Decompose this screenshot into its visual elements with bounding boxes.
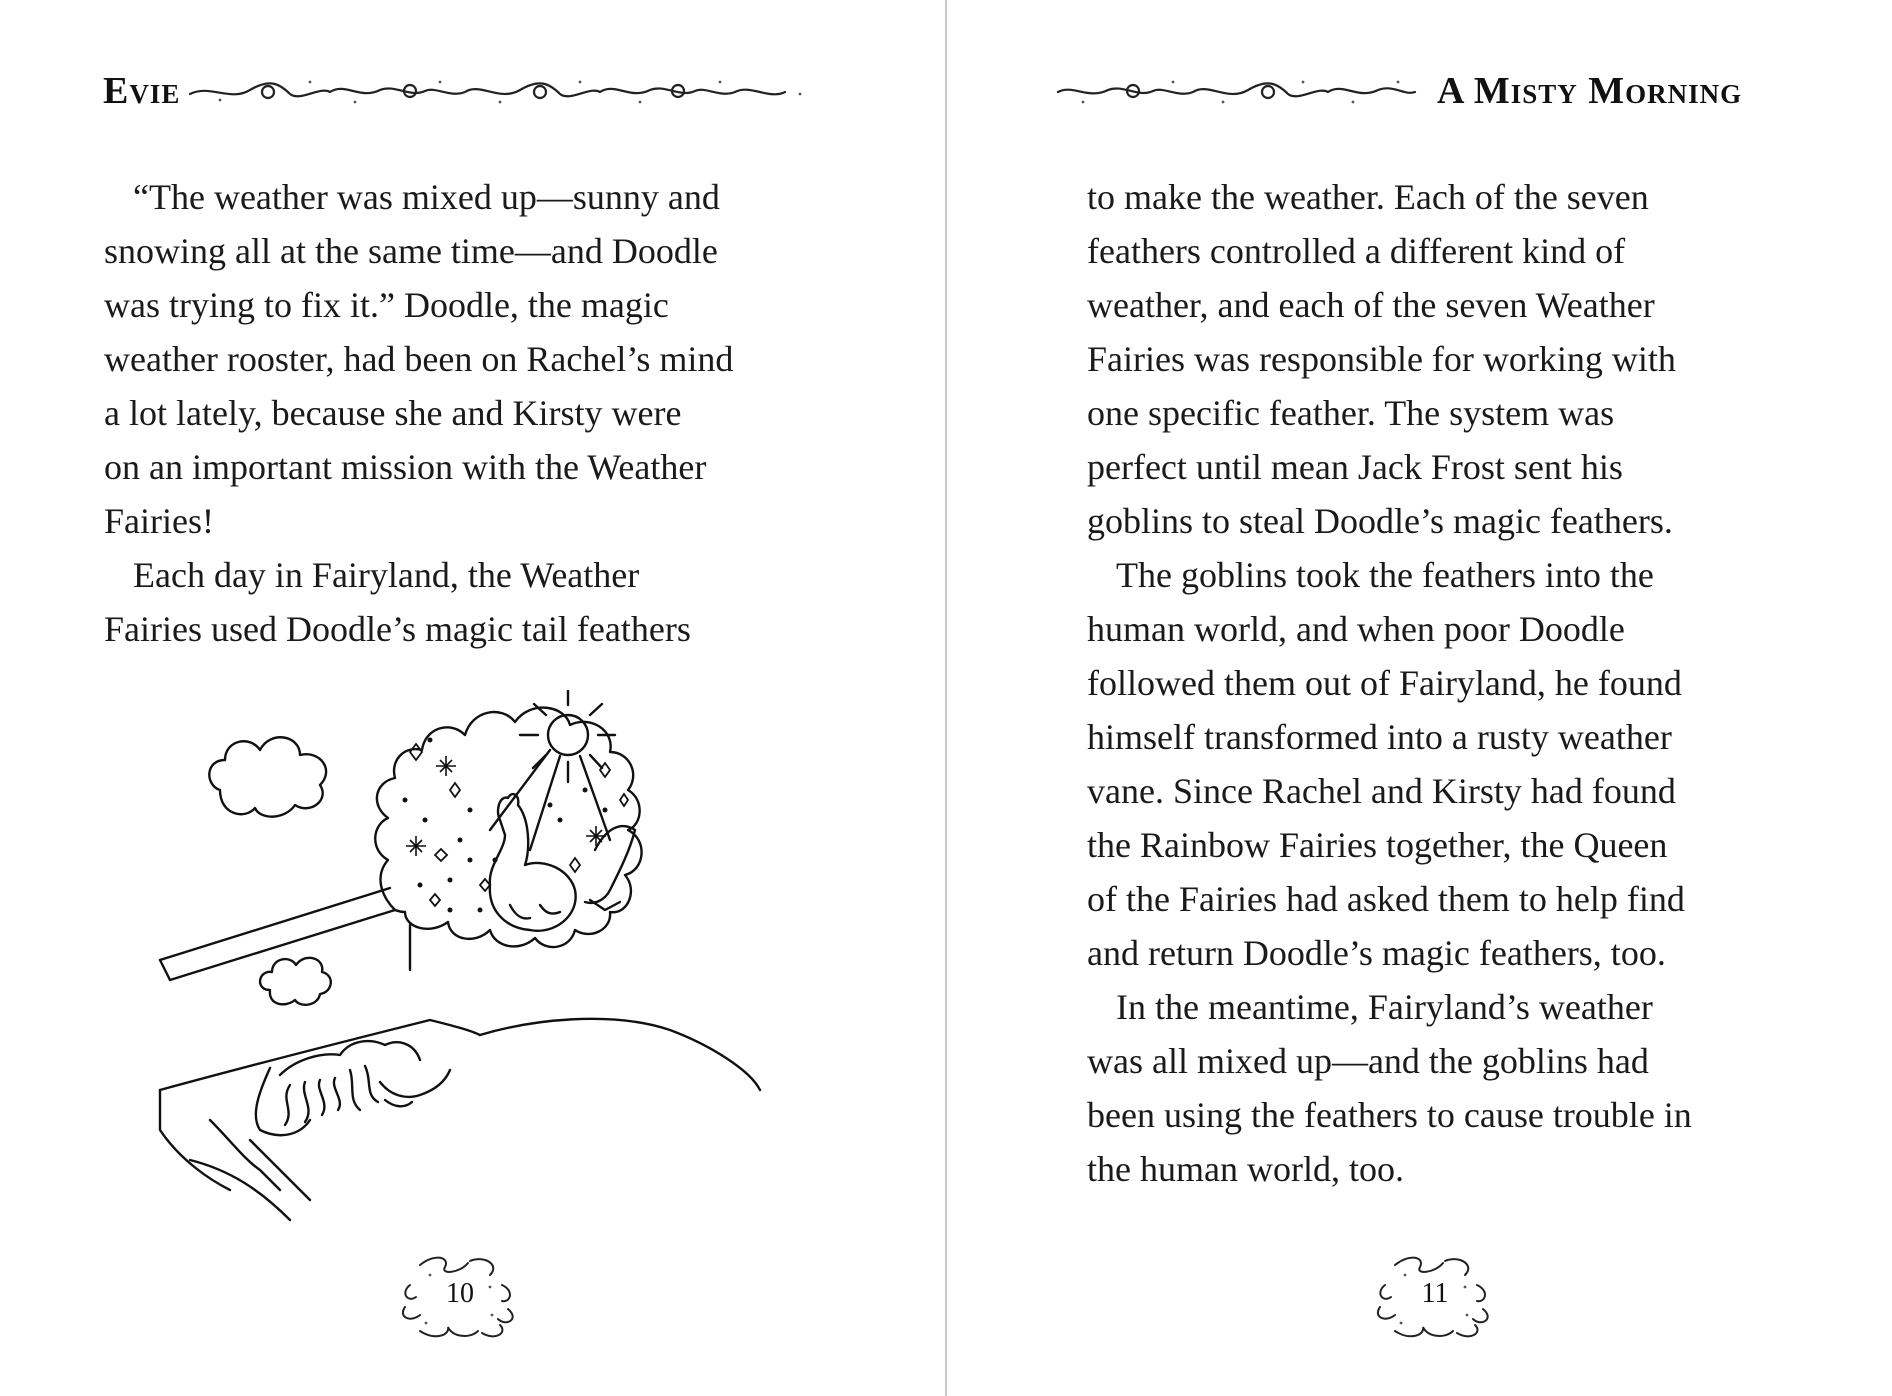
page-number: 11: [1421, 1278, 1449, 1309]
paragraph-2-cont: [1087, 602, 1847, 980]
text-line: feathers controlled a different kind of: [1087, 231, 1626, 271]
text-line: human world, and when poor Doodle: [1087, 609, 1625, 649]
text-line: snowing all at the same time—and Doodle: [104, 231, 718, 271]
text-line: the human world, too.: [1087, 1149, 1404, 1189]
paragraph-2: [104, 548, 864, 602]
text-line: followed them out of Fairyland, he found: [1087, 663, 1682, 703]
paragraph-2-cont: [104, 602, 864, 656]
left-page: [0, 0, 945, 1396]
text-line: been using the feathers to cause trouble in: [1087, 1095, 1692, 1135]
text-line: perfect until mean Jack Frost sent his: [1087, 447, 1623, 487]
text-line: The goblins took the feathers into the: [1116, 555, 1654, 595]
text-line: weather rooster, had been on Rachel’s mind: [104, 339, 734, 379]
left-page-body: [104, 170, 864, 656]
page-number-left: [390, 1245, 530, 1345]
text-line: weather, and each of the seven Weather: [1087, 285, 1655, 325]
text-line: Fairies!: [104, 501, 214, 541]
right-page: [947, 0, 1892, 1396]
text-line: vane. Since Rachel and Kirsty had found: [1087, 771, 1676, 811]
paragraph-3-cont: [1087, 1034, 1847, 1196]
text-line: “The weather was mixed up—sunny and: [133, 177, 720, 217]
text-line: In the meantime, Fairyland’s weather: [1116, 987, 1653, 1027]
running-head-title: A Misty Morning: [1437, 70, 1743, 112]
text-line: was all mixed up—and the goblins had: [1087, 1041, 1649, 1081]
page-number: 10: [446, 1278, 474, 1309]
text-line: himself transformed into a rusty weather: [1087, 717, 1672, 757]
sleeping-girl-dream-illustration: [150, 690, 790, 1250]
paragraph-1: [104, 170, 864, 224]
paragraph-2: [1087, 548, 1847, 602]
text-line: and return Doodle’s magic feathers, too.: [1087, 933, 1666, 973]
text-line: one specific feather. The system was: [1087, 393, 1615, 433]
text-line: Each day in Fairyland, the Weather: [133, 555, 640, 595]
text-line: Fairies used Doodle’s magic tail feathers: [104, 609, 691, 649]
swirl-border-icon: [1053, 76, 1423, 106]
text-line: to make the weather. Each of the seven: [1087, 177, 1649, 217]
text-line: of the Fairies had asked them to help find: [1087, 879, 1685, 919]
text-line: goblins to steal Doodle’s magic feathers.: [1087, 501, 1673, 541]
running-head-right: [1053, 66, 1742, 116]
right-page-body: [1087, 170, 1847, 1196]
text-line: on an important mission with the Weather: [104, 447, 707, 487]
paragraph-1-cont: [104, 224, 864, 548]
running-head-title: Evie: [103, 70, 181, 112]
text-line: Fairies was responsible for working with: [1087, 339, 1676, 379]
page-number-right: [1365, 1245, 1505, 1345]
text-line: was trying to fix it.” Doodle, the magic: [104, 285, 669, 325]
paragraph-3: [1087, 980, 1847, 1034]
text-line: a lot lately, because she and Kirsty were: [104, 393, 682, 433]
swirl-border-icon: [180, 76, 820, 106]
text-line: the Rainbow Fairies together, the Queen: [1087, 825, 1668, 865]
running-head-left: [103, 66, 820, 116]
paragraph-1: [1087, 170, 1847, 548]
